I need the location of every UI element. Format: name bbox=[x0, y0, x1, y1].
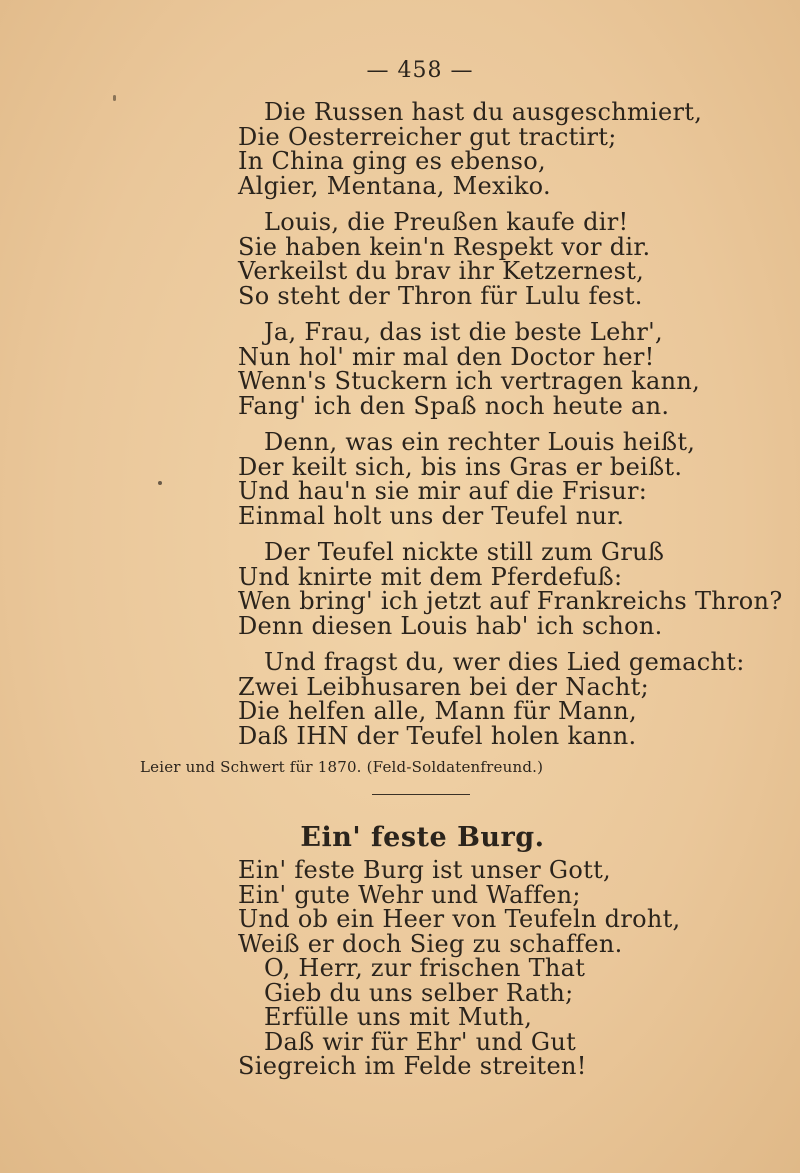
poem-title: Ein' feste Burg. bbox=[300, 822, 545, 853]
poem-stanza bbox=[238, 430, 698, 528]
poem-stanza bbox=[238, 648, 745, 750]
poem-stanza bbox=[238, 98, 703, 200]
verse-line: Und knirte mit dem Pferdefuß: bbox=[238, 562, 623, 591]
verse-line: Verkeilst du brav ihr Ketzernest, bbox=[238, 257, 645, 285]
page-number: — 458 — bbox=[366, 58, 474, 83]
source-citation: Leier und Schwert für 1870. (Feld-Soldatenfreund.) bbox=[140, 758, 544, 776]
verse-line: Wen bring' ich jetzt auf Frankreichs Thron? bbox=[238, 587, 783, 615]
verse-line: Und hau'n sie mir auf die Frisur: bbox=[238, 477, 648, 505]
verse-line: Wenn's Stuckern ich vertragen kann, bbox=[238, 367, 701, 395]
verse-line: Denn diesen Louis hab' ich schon. bbox=[238, 611, 663, 640]
verse-line: Sie haben kein'n Respekt vor dir. bbox=[238, 232, 651, 261]
verse-line: Nun hol' mir mal den Doctor her! bbox=[238, 342, 655, 371]
verse-line: Die helfen alle, Mann für Mann, bbox=[238, 697, 637, 725]
verse-line: Und fragst du, wer dies Lied gemacht: bbox=[264, 648, 745, 676]
verse-line: Zwei Leibhusaren bei der Nacht; bbox=[238, 672, 649, 701]
verse-line: Erfülle uns mit Muth, bbox=[264, 1003, 533, 1031]
poem-stanza bbox=[238, 318, 701, 420]
verse-line: Siegreich im Felde streiten! bbox=[238, 1052, 587, 1080]
verse-line: O, Herr, zur frischen That bbox=[264, 954, 586, 982]
verse-line: Louis, die Preußen kaufe dir! bbox=[264, 208, 629, 236]
verse-line: Algier, Mentana, Mexiko. bbox=[238, 171, 551, 200]
verse-line: Ja, Frau, das ist die beste Lehr', bbox=[264, 318, 663, 346]
verse-line: Fang' ich den Spaß noch heute an. bbox=[238, 391, 670, 420]
verse-line: Weiß er doch Sieg zu schaffen. bbox=[238, 929, 623, 958]
verse-line: Denn, was ein rechter Louis heißt, bbox=[264, 428, 696, 456]
verse-line: Daß IHN der Teufel holen kann. bbox=[238, 721, 637, 750]
verse-line: Daß wir für Ehr' und Gut bbox=[264, 1027, 577, 1056]
verse-line: Ein' feste Burg ist unser Gott, bbox=[238, 856, 611, 884]
verse-line: Die Oesterreicher gut tractirt; bbox=[238, 122, 617, 151]
paper-speck bbox=[113, 95, 116, 101]
verse-line: Und ob ein Heer von Teufeln droht, bbox=[238, 905, 681, 933]
verse-line: Der keilt sich, bis ins Gras er beißt. bbox=[238, 452, 683, 481]
paper-dot bbox=[158, 481, 162, 485]
poem-stanza bbox=[238, 210, 698, 308]
verse-line: Ein' gute Wehr und Waffen; bbox=[238, 880, 581, 909]
verse-line: In China ging es ebenso, bbox=[238, 147, 546, 175]
verse-line: Der Teufel nickte still zum Gruß bbox=[264, 538, 665, 566]
section-divider bbox=[372, 794, 470, 795]
verse-line: Gieb du uns selber Rath; bbox=[264, 978, 574, 1007]
poem-stanza bbox=[238, 538, 783, 640]
verse-line: Einmal holt uns der Teufel nur. bbox=[238, 501, 625, 530]
verse-line: Die Russen hast du ausgeschmiert, bbox=[264, 98, 703, 126]
poem-body bbox=[238, 858, 698, 1079]
verse-line: So steht der Thron für Lulu fest. bbox=[238, 281, 643, 310]
